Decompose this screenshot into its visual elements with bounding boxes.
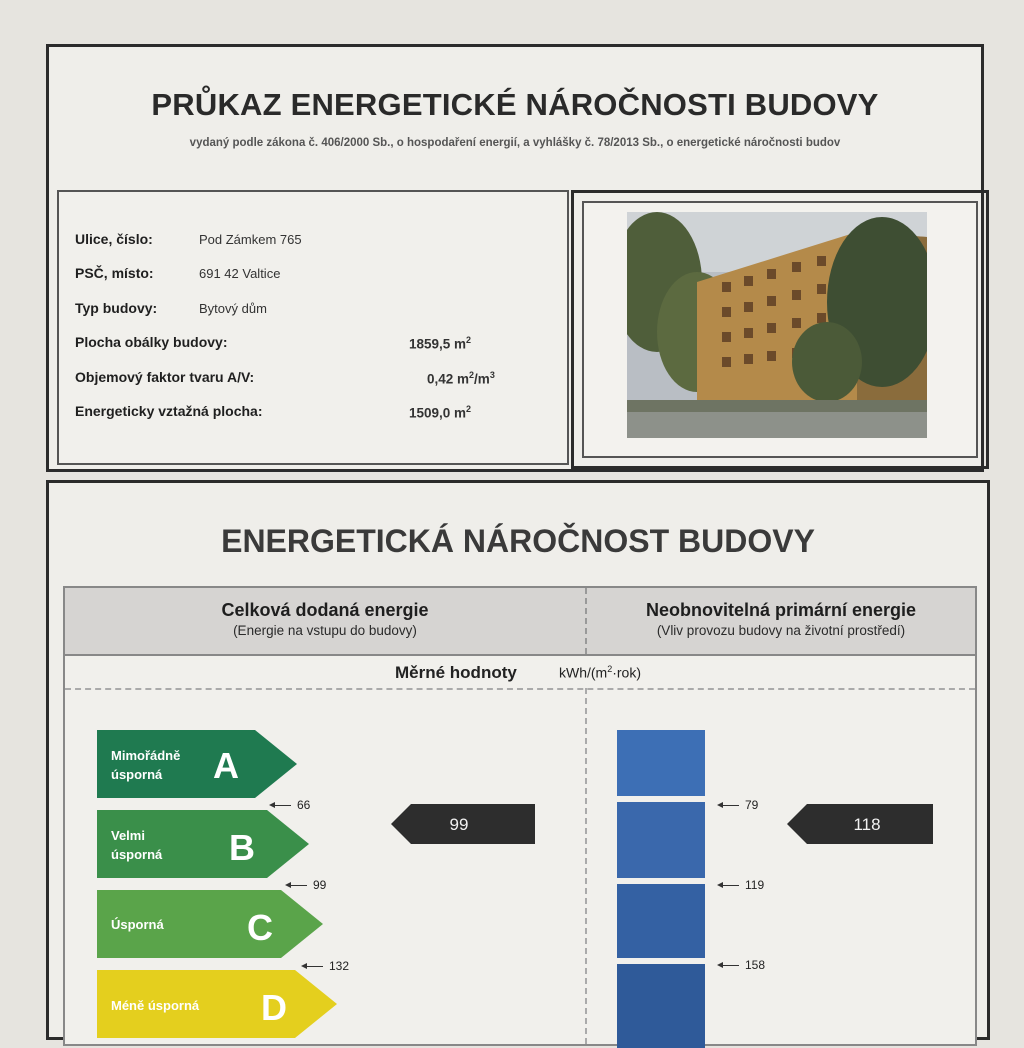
specific-values-label: Měrné hodnoty [395,663,517,682]
zip-value: 691 42 Valtice [199,266,281,281]
street-value: Pod Zámkem 765 [199,232,302,247]
type-value: Bytový dům [199,301,267,316]
energy-performance-card [46,480,990,1040]
class-arrow-c [97,890,323,958]
envelope-label: Plocha obálky budovy: [75,334,228,350]
svg-text:D: D [261,987,287,1028]
svg-text:úsporná: úsporná [111,767,163,782]
energy-section-title: ENERGETICKÁ NÁROČNOST BUDOVY [221,523,815,559]
left-threshold-3: 132 [303,959,349,973]
energy-class-scale [65,688,585,1048]
svg-text:B: B [229,827,255,868]
svg-text:Mimořádně: Mimořádně [111,748,181,763]
primary-bar-a [617,730,705,796]
units-row [65,654,975,690]
left-threshold-2: 99 [287,878,326,892]
envelope-value: 1859,5 $m^2$ [409,335,472,352]
class-arrow-b [97,810,309,878]
class-arrow-a [97,730,297,798]
primary-energy-header [587,588,975,654]
svg-text:Úsporná: Úsporná [111,917,164,932]
reference-area-label: Energeticky vztažná plocha: [75,403,263,419]
certificate-header-card [46,44,984,472]
building-info-box [57,190,569,465]
certificate-subtitle: vydaný podle zákona č. 406/2000 Sb., o hospodaření energií, a vyhlášky č. 78/2013 Sb., o energetické náročnosti budov [189,137,841,149]
shape-factor-value: 0,42 $m^2/m^3$ [427,370,495,387]
class-arrow-d [97,970,337,1038]
primary-bar-d [617,964,705,1048]
right-threshold-2: 119 [719,878,764,892]
building-photo-frame [571,190,989,469]
primary-energy-scale [587,688,975,1048]
svg-text:A: A [213,745,239,786]
right-threshold-3: 158 [719,958,765,972]
svg-text:úsporná: úsporná [111,847,163,862]
primary-bar-b [617,802,705,878]
type-label: Typ budovy: [75,300,158,316]
building-photo [627,212,927,438]
left-threshold-1: 66 [271,798,310,812]
right-threshold-1: 79 [719,798,758,812]
delivered-energy-marker [391,804,535,844]
delivered-energy-subtitle: (Energie na vstupu do budovy) [233,623,417,638]
svg-text:99: 99 [449,815,469,834]
primary-bar-c [617,884,705,958]
delivered-energy-title: Celková dodaná energie [221,600,429,620]
certificate-title: PRŮKAZ ENERGETICKÉ NÁROČNOSTI BUDOVY [151,87,879,122]
primary-energy-subtitle: (Vliv provozu budovy na životní prostředí) [656,623,906,638]
svg-text:C: C [247,907,273,948]
shape-factor-label: Objemový faktor tvaru A/V: [75,369,255,385]
units-label: kWh/$(m^2\cdot rok)$ [559,664,642,681]
reference-area-value: 1509,0 $m^2$ [409,404,472,421]
svg-text:Méně úsporná: Méně úsporná [111,998,200,1013]
zip-label: PSČ, místo: [75,265,154,281]
energy-table-header [65,588,975,656]
street-label: Ulice, číslo: [75,231,153,247]
energy-table [63,586,977,1046]
delivered-energy-header [65,588,585,654]
primary-energy-marker [787,804,933,844]
svg-text:118: 118 [853,815,881,834]
svg-text:Velmi: Velmi [111,828,145,843]
primary-energy-title: Neobnovitelná primární energie [645,600,917,620]
